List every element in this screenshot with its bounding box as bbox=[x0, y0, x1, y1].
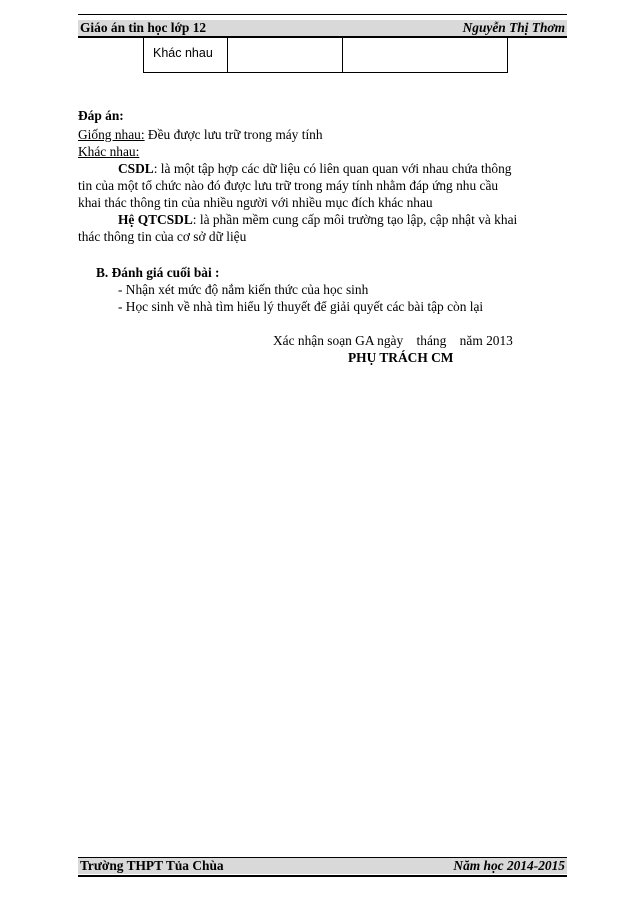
signoff-role: PHỤ TRÁCH CM bbox=[348, 350, 454, 365]
footer-bottom-rule bbox=[78, 875, 567, 877]
header-top-rule bbox=[78, 14, 567, 15]
comparison-table-fragment bbox=[143, 38, 508, 73]
similar-text: Đều được lưu trữ trong máy tính bbox=[144, 127, 323, 142]
different-label: Khác nhau: bbox=[78, 144, 140, 159]
hqt-text-1: : là phần mềm cung cấp môi trường tạo lập, cập nhật và khai bbox=[192, 212, 518, 227]
page-footer bbox=[78, 857, 567, 874]
table-row-label: Khác nhau bbox=[153, 46, 213, 60]
header-right-text: Nguyễn Thị Thơm bbox=[462, 20, 565, 35]
csdl-line-2: tin của một tổ chức nào đó được lưu trữ trong máy tính nhằm đáp ứng nhu cầu bbox=[78, 178, 499, 193]
answer-title: Đáp án: bbox=[78, 108, 124, 123]
evaluation-item: - Học sinh về nhà tìm hiểu lý thuyết để giải quyết các bài tập còn lại bbox=[118, 299, 484, 314]
table-column-divider bbox=[227, 38, 228, 72]
csdl-text-1: : là một tập hợp các dữ liệu có liên quan quan với nhau chứa thông bbox=[153, 161, 512, 176]
evaluation-title: B. Đánh giá cuối bài : bbox=[96, 265, 220, 280]
confirmation-text: Xác nhận soạn GA ngày tháng năm 2013 bbox=[273, 333, 513, 348]
footer-left-text: Trường THPT Tủa Chùa bbox=[80, 858, 224, 873]
hqt-line-1 bbox=[118, 212, 517, 228]
evaluation-item: - Nhận xét mức độ nắm kiến thức của học sinh bbox=[118, 282, 369, 297]
csdl-term: CSDL bbox=[118, 161, 154, 176]
header-left-text: Giáo án tin học lớp 12 bbox=[80, 20, 207, 35]
hqt-line-2: thác thông tin của cơ sở dữ liệu bbox=[78, 229, 247, 244]
csdl-line-1 bbox=[118, 161, 512, 177]
page-header bbox=[78, 20, 567, 38]
table-column-divider bbox=[342, 38, 343, 72]
footer-right-text: Năm học 2014-2015 bbox=[453, 858, 565, 873]
similar-label: Giống nhau: bbox=[78, 127, 145, 142]
similar-line bbox=[78, 127, 323, 143]
hqt-term: Hệ QTCSDL bbox=[118, 212, 193, 227]
csdl-line-3: khai thác thông tin của nhiều người với nhiều mục đích khác nhau bbox=[78, 195, 433, 210]
